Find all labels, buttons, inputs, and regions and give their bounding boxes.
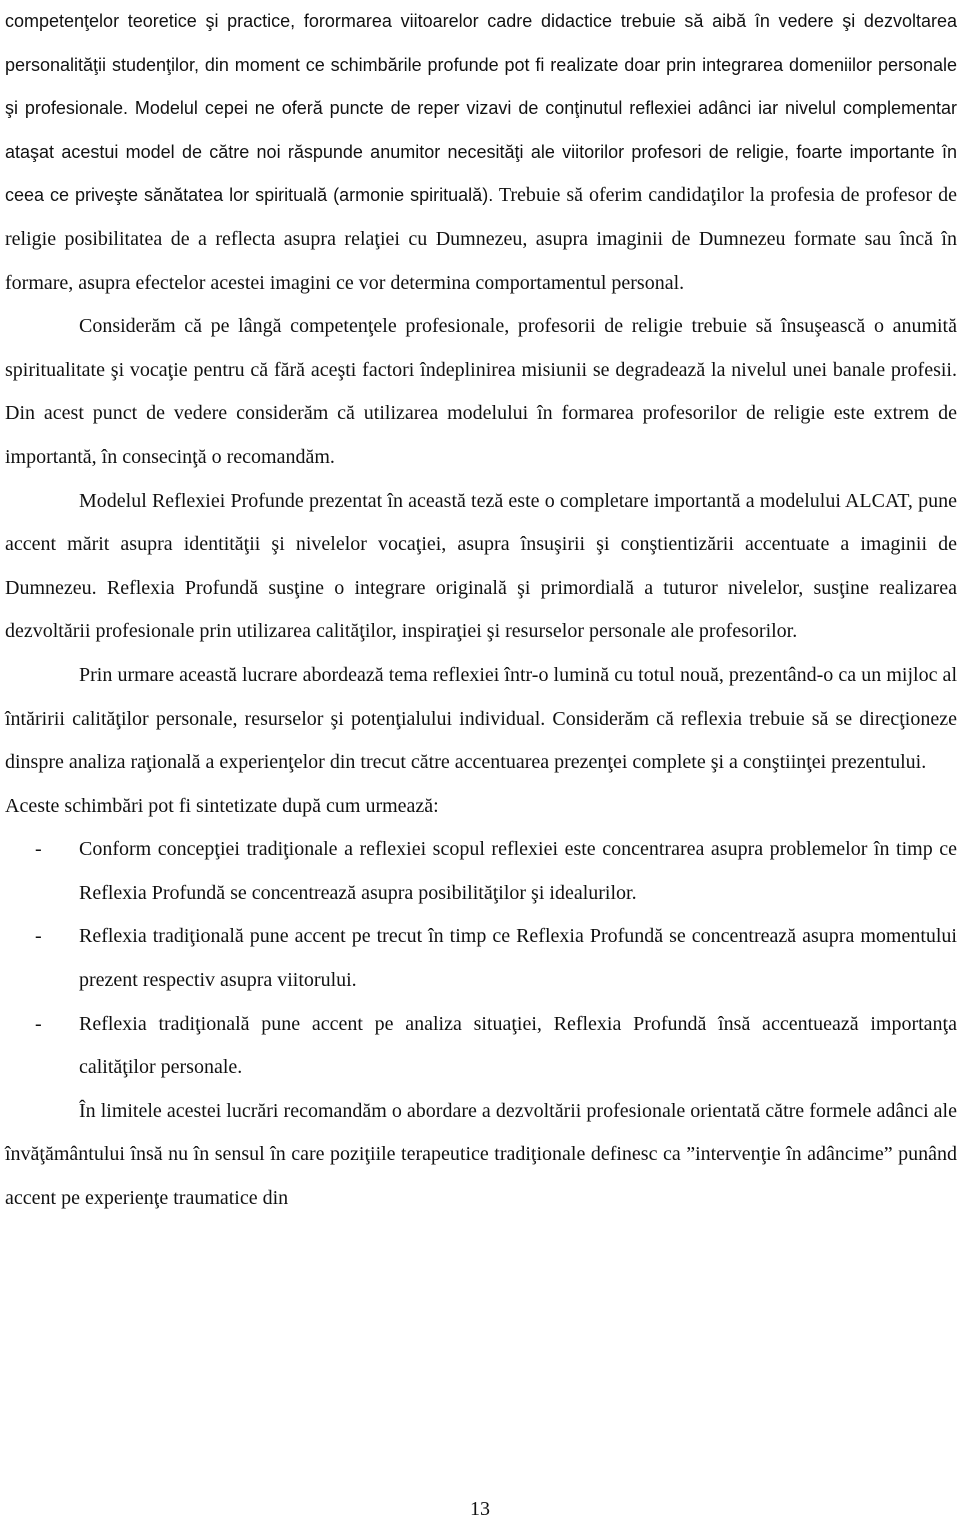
list-dash: -	[35, 838, 42, 861]
list-item	[5, 915, 957, 1002]
paragraph-1-serif-text: Trebuie să oferim candidaţilor la profesia de profesor de religie posibilitatea de a reflecta asupra relaţiei cu Dumnezeu, asupra imaginii de Dumnezeu formate sau încă în formare, asupra efectelor acestei imagini ce vor determina comportamentul personal.	[5, 184, 957, 294]
paragraph-6: În limitele acestei lucrări recomandăm o abordare a dezvoltării profesionale orientată către formele adânci ale învăţământului însă nu în sensul în care poziţiile terapeutice tradiţionale definesc ca ”intervenţie în adâncime” punând accent pe experienţe traumatice din	[5, 1099, 957, 1210]
paragraph-1	[5, 0, 957, 305]
list-dash: -	[35, 1012, 42, 1035]
paragraph-2: Considerăm că pe lângă competenţele profesionale, profesorii de religie trebuie să însuşească o anumită spiritualitate şi vocaţie pentru că fără aceşti factori îndeplinirea misiunii se degradează la nivelul unei banale profesii. Din acest punct de vedere considerăm că utilizarea modelului în formarea profesorilor de religie este extrem de importantă, în consecinţă o recomandăm.	[5, 315, 957, 468]
paragraph-3: Modelul Reflexiei Profunde prezentat în această teză este o completare importantă a modelului ALCAT, pune accent mărit asupra identităţii şi nivelelor vocaţiei, asupra însuşirii şi conştientizării accentuate a imaginii de Dumnezeu. Reflexia Profundă susţine o integrare originală şi primordială a tuturor nivelelor, susţine realizarea dezvoltării profesionale prin utilizarea calităţilor, inspiraţiei şi resurselor personale ale profesorilor.	[5, 489, 957, 643]
page-number: 13	[470, 1498, 490, 1520]
list-item	[5, 1003, 957, 1090]
paragraph-1-sans-text: competenţelor teoretice şi practice, forormarea viitoarelor cadre didactice trebuie să aibă în vedere şi dezvoltarea personalităţii studenţilor, din moment ce schimbările profunde pot fi realizate doar prin integrarea domeniilor personale şi profesionale. Modelul cepei ne oferă puncte de reper vizavi de conţinutul reflexiei adânci iar nivelul complementar ataşat acestui model de către noi răspunde anumitor necesităţi ale viitorilor profesori de religie, foarte importante în ceea ce priveşte sănătatea lor spirituală (armonie spirituală).	[5, 11, 957, 206]
list-item-text: Reflexia tradiţională pune accent pe trecut în timp ce Reflexia Profundă se concentrează asupra momentului prezent respectiv asupra viitorului.	[79, 925, 957, 992]
list-dash: -	[35, 925, 42, 948]
paragraph-5: Aceste schimbări pot fi sintetizate după cum urmează:	[5, 794, 439, 817]
list-item	[5, 828, 957, 915]
document-page	[5, 0, 957, 1221]
paragraph-4: Prin urmare această lucrare abordează tema reflexiei într-o lumină cu totul nouă, prezentând-o ca un mijloc al întăririi calităţilor personale, resurselor şi potenţialului individual. Considerăm că reflexia trebuie să se direcţioneze dinspre analiza raţională a experienţelor din trecut către accentuarea prezenţei complete şi a conştiinţei prezentului.	[5, 663, 957, 774]
list-item-text: Conform concepţiei tradiţionale a reflexiei scopul reflexiei este concentrarea asupra problemelor în timp ce Reflexia Profundă se concentrează asupra posibilităţilor şi idealurilor.	[79, 838, 957, 904]
changes-list	[5, 828, 957, 1090]
list-item-text: Reflexia tradiţională pune accent pe analiza situaţiei, Reflexia Profundă însă accentuează importanţa calităţilor personale.	[79, 1012, 957, 1079]
